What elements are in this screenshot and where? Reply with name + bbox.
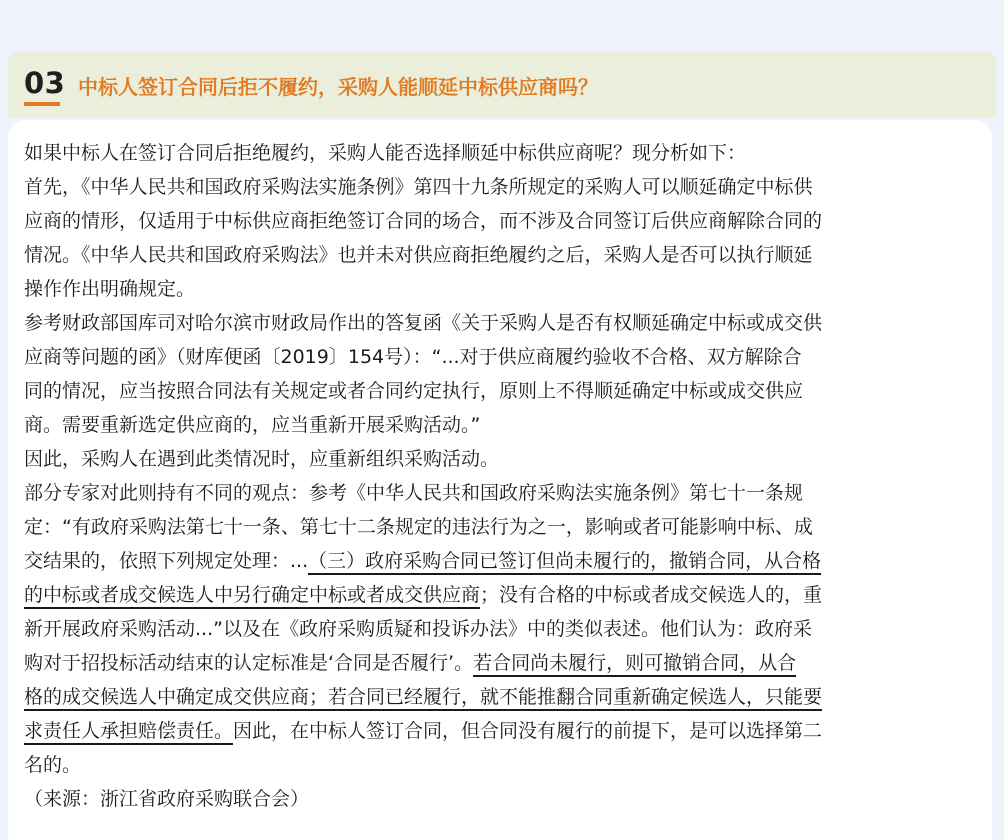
underlined-text: 若合同尚未履行，则可撤销合同，从合 (473, 652, 796, 677)
paragraph-line: 情况。《中华人民共和国政府采购法》也并未对供应商拒绝履约之后，采购人是否可以执行顺延 (24, 244, 813, 266)
paragraph-line (24, 578, 822, 612)
paragraph-line: 参考财政部国库司对哈尔滨市财政局作出的答复函《关于采购人是否有权顺延确定中标或成交供 (24, 312, 823, 334)
paragraph-line (24, 714, 822, 748)
underlined-text: 格的成交候选人中确定成交供应商；若合同已经履行，就不能推翻合同重新确定候选人，只能要 (24, 686, 822, 711)
paragraph-line (24, 646, 796, 680)
underlined-text: （三）政府采购合同已签订但尚未履行的，撤销合同，从合格 (308, 550, 821, 575)
paragraph-line: 名的。 (24, 754, 82, 776)
underlined-text: 的中标或者成交候选人中另行确定中标或者成交供应商 (24, 584, 480, 609)
paragraph-line: 如果中标人在签订合同后拒绝履约，采购人能否选择顺延中标供应商呢？现分析如下： (24, 142, 747, 164)
source-line: （来源：浙江省政府采购联合会） (24, 788, 310, 810)
paragraph-line: 操作作出明确规定。 (24, 278, 196, 300)
section-title: 中标人签订合同后拒不履约，采购人能顺延中标供应商吗？ (78, 75, 598, 99)
paragraph-line: 应商等问题的函》（财库便函〔2019〕154号）：“...对于供应商履约验收不合格、双方解除合 (24, 346, 802, 368)
paragraph-line: 因此，采购人在遇到此类情况时，应重新组织采购活动。 (24, 448, 500, 470)
line-segment: 购对于招投标活动结束的认定标准是‘合同是否履行’。 (24, 652, 474, 674)
paragraph-line (24, 680, 822, 714)
paragraph-line: 商。需要重新选定供应商的，应当重新开展采购活动。” (24, 414, 481, 436)
underlined-text: 求责任人承担赔偿责任。 (24, 720, 233, 745)
paragraph-line: 部分专家对此则持有不同的观点：参考《中华人民共和国政府采购法实施条例》第七十一条规 (24, 482, 804, 504)
paragraph-line: 定：“有政府采购法第七十一条、第七十二条规定的违法行为之一，影响或者可能影响中标、成 (24, 516, 813, 538)
line-segment: 交结果的，依照下列规定处理：... (24, 550, 309, 572)
paragraph-line: 新开展政府采购活动...”以及在《政府采购质疑和投诉办法》中的类似表述。他们认为：政府采 (24, 618, 812, 640)
paragraph-line: 同的情况，应当按照合同法有关规定或者合同约定执行，原则上不得顺延确定中标或成交供应 (24, 380, 804, 402)
section-number-underline (24, 102, 60, 106)
paragraph-line: 应商的情形，仅适用于中标供应商拒绝签订合同的场合，而不涉及合同签订后供应商解除合同的 (24, 210, 823, 232)
paragraph-line (24, 544, 821, 578)
paragraph-line: 首先，《中华人民共和国政府采购法实施条例》第四十九条所规定的采购人可以顺延确定中标供 (24, 176, 813, 198)
line-segment: ；没有合格的中标或者成交候选人的，重 (480, 584, 823, 606)
line-segment: 因此，在中标人签订合同，但合同没有履行的前提下，是可以选择第二 (233, 720, 823, 742)
section-number: 03 (24, 66, 66, 100)
